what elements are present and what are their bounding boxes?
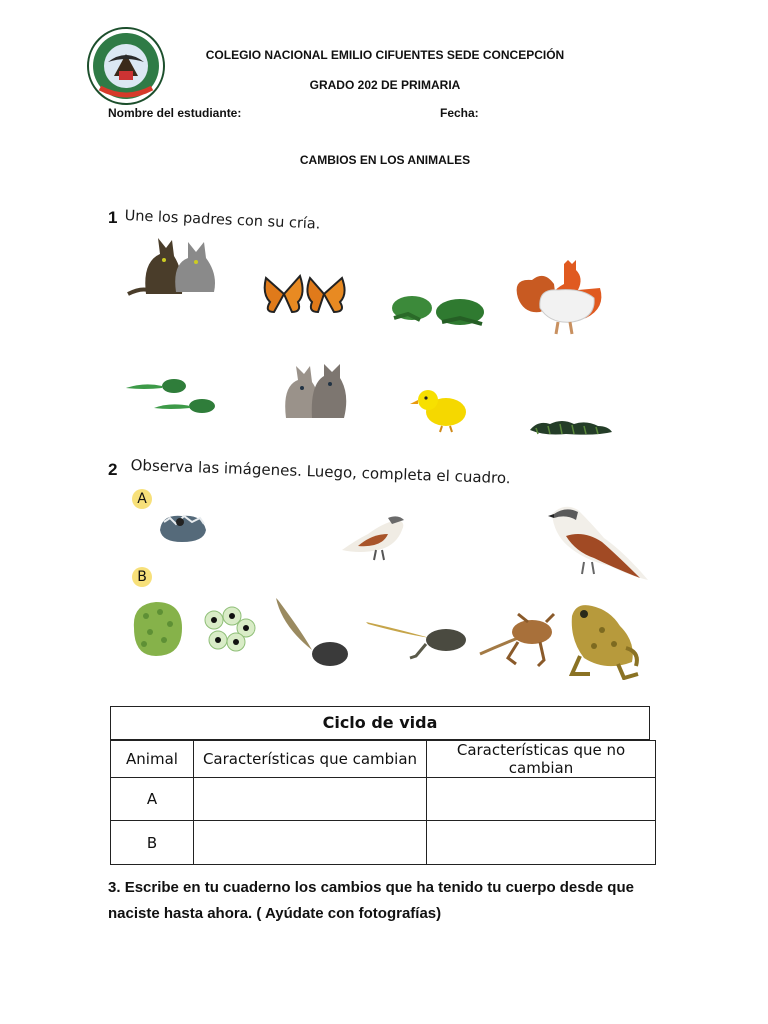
worksheet-topic: CAMBIOS EN LOS ANIMALES: [299, 153, 471, 167]
exercise1-number: 1: [108, 208, 118, 227]
cat-adults-icon: [126, 228, 222, 300]
adult-frog-icon: [566, 600, 642, 680]
exercise2-instruction: Observa las imágenes. Luego, completa el cuadro.: [130, 456, 511, 488]
exercise3-text-line1: Escribe en tu cuaderno los cambios que ha tenido tu cuerpo desde que: [124, 879, 634, 896]
table-row: [111, 778, 656, 821]
date-label: Fecha:: [440, 106, 479, 120]
school-name: COLEGIO NACIONAL EMILIO CIFUENTES SEDE CONCEPCIÓN: [205, 48, 565, 62]
row-a-changing-cell[interactable]: [194, 778, 427, 821]
table-row: [111, 821, 656, 865]
exercise2-number: 2: [108, 460, 118, 479]
row-b-badge: B: [132, 567, 152, 587]
kittens-icon: [278, 360, 350, 422]
frog-pair-icon: [390, 290, 486, 330]
frog-eggs-icon: [202, 606, 258, 656]
student-name-label: Nombre del estudiante:: [108, 106, 242, 120]
row-a-label: A: [111, 778, 194, 821]
header-changing-traits: Características que cambian: [194, 741, 427, 778]
froglet-icon: [478, 608, 558, 670]
row-a-unchanging-cell[interactable]: [427, 778, 656, 821]
table-title: Ciclo de vida: [110, 706, 650, 740]
row-b-unchanging-cell[interactable]: [427, 821, 656, 865]
tadpole-legs-icon: [364, 614, 468, 662]
life-cycle-table: [110, 740, 656, 865]
table-header-row: [111, 741, 656, 778]
tadpole-icon: [272, 596, 352, 672]
row-b-changing-cell[interactable]: [194, 821, 427, 865]
tadpole-pair-icon: [124, 376, 218, 416]
exercise1-instruction: Une los padres con su cría.: [124, 208, 321, 233]
exercise3-line1: [108, 879, 634, 896]
row-b-label: B: [111, 821, 194, 865]
row-a-badge: A: [132, 489, 152, 509]
hen-rooster-icon: [510, 258, 606, 336]
adult-bird-icon: [544, 500, 654, 590]
egg-mass-icon: [128, 598, 186, 660]
grade-label: GRADO 202 DE PRIMARIA: [309, 78, 461, 92]
exercise3-number: 3.: [108, 879, 121, 896]
exercise3-text-line2: naciste hasta ahora. ( Ayúdate con fotografías): [108, 905, 442, 922]
young-bird-icon: [338, 510, 408, 562]
hatching-egg-icon: [156, 508, 210, 544]
chick-icon: [408, 386, 470, 434]
school-crest-icon: [86, 26, 166, 106]
butterfly-pair-icon: [262, 272, 348, 316]
caterpillar-icon: [526, 414, 614, 440]
header-unchanging-traits: Características que no cambian: [427, 741, 656, 778]
header-animal: Animal: [111, 741, 194, 778]
